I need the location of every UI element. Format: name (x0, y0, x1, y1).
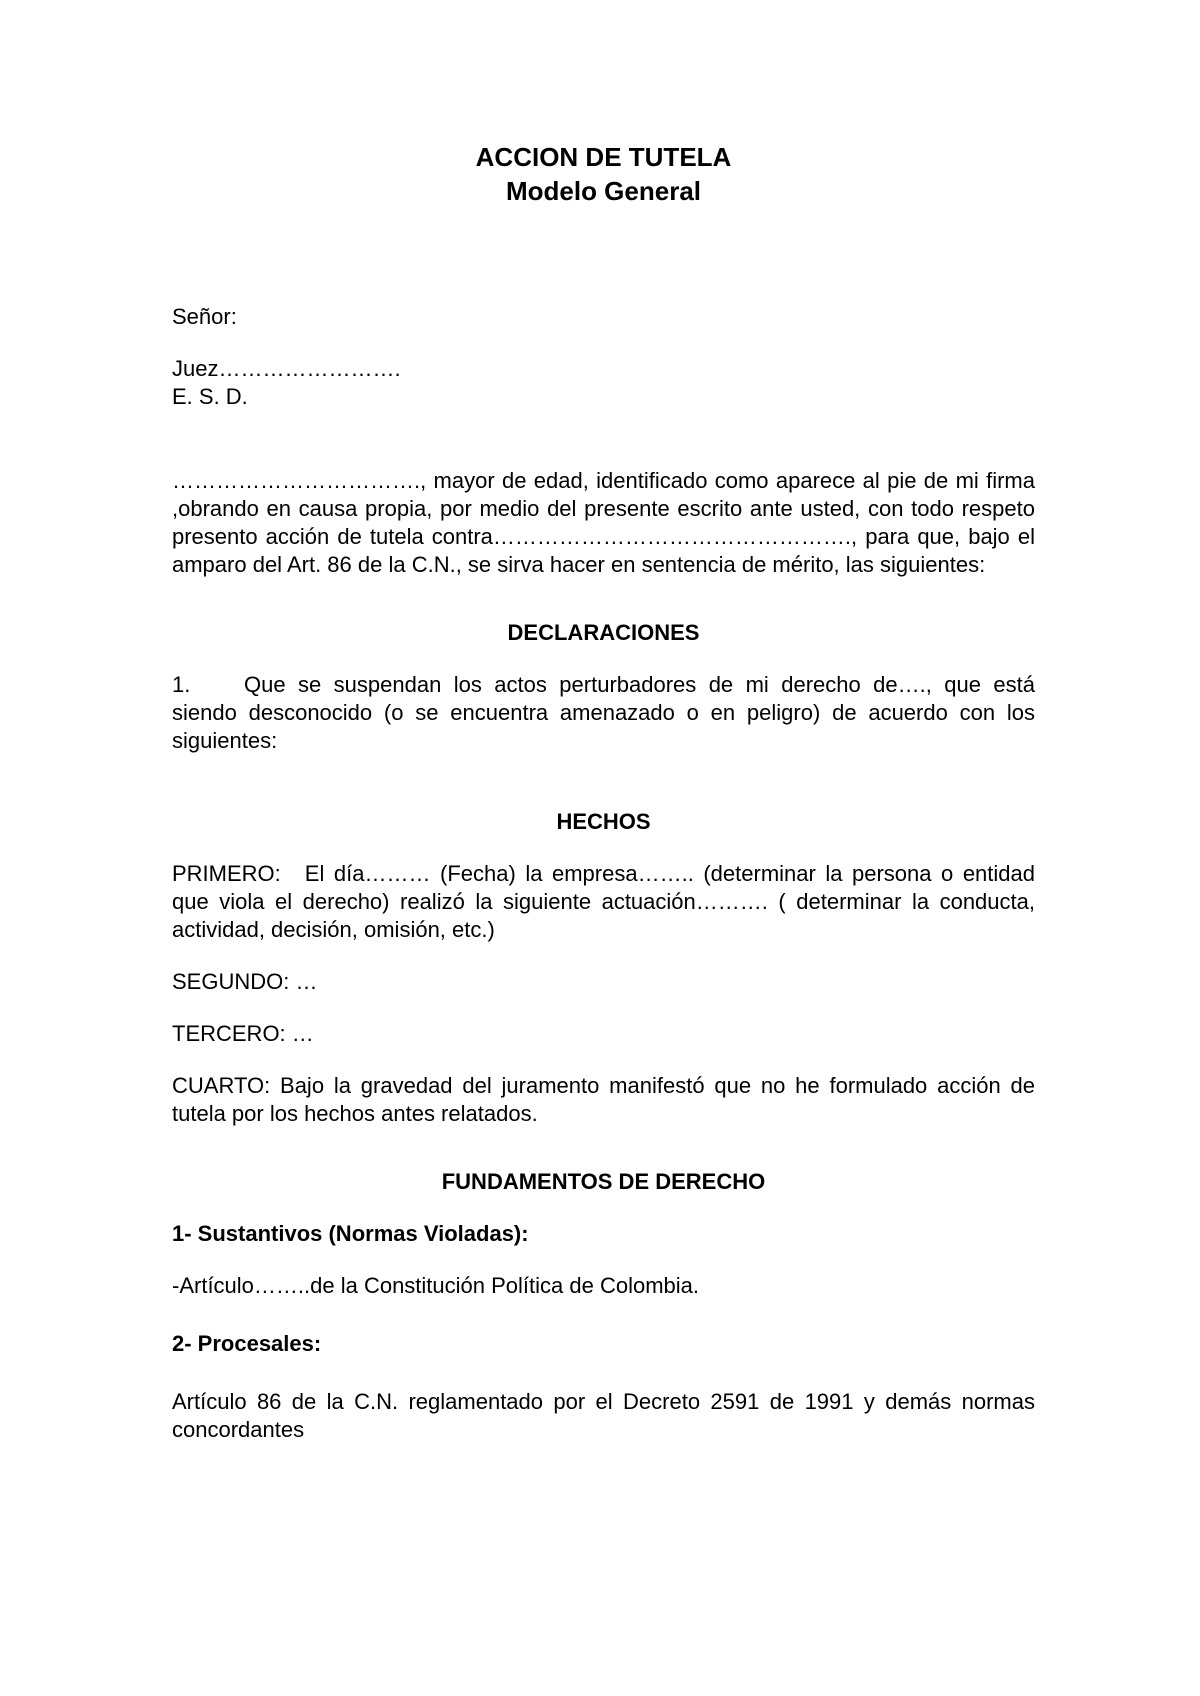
hecho-primero-label: PRIMERO: (172, 861, 281, 886)
fundamentos-heading: FUNDAMENTOS DE DERECHO (441, 1169, 766, 1194)
declaracion-item-number: 1. (172, 672, 191, 697)
esd-line: E. S. D. (172, 384, 248, 409)
hecho-primero (172, 860, 1035, 944)
procesales-heading: 2- Procesales: (172, 1331, 322, 1356)
hechos-heading: HECHOS (556, 809, 651, 834)
sustantivos-heading: 1- Sustantivos (Normas Violadas): (172, 1221, 529, 1246)
declaraciones-heading: DECLARACIONES (507, 620, 700, 645)
document-title: ACCION DE TUTELA (475, 142, 732, 172)
procesales-text: Artículo 86 de la C.N. reglamentado por el Decreto 2591 de 1991 y demás normas concordantes (172, 1389, 1035, 1442)
sustantivos-text: -Artículo……..de la Constitución Política de Colombia. (172, 1273, 700, 1298)
document-subtitle: Modelo General (505, 176, 702, 206)
salutation: Señor: (172, 304, 237, 329)
hecho-primero-text: El día……… (Fecha) la empresa…….. (determinar la persona o entidad que viola el derecho) realizó la siguiente actuación………. ( determinar la conducta, actividad, decisión, omisión, etc.) (172, 861, 1035, 942)
intro-paragraph: ……………………………., mayor de edad, identificado como aparece al pie de mi firma ,obrando en causa propia, por medio del presente escrito ante usted, con todo respeto presento acción de tutela contra…………………………………………., para que, bajo el amparo del Art. 86 de la C.N., se sirva hacer en sentencia de mérito, las siguientes: (172, 468, 1035, 577)
hecho-tercero: TERCERO: … (172, 1021, 314, 1046)
declaracion-item (172, 671, 1035, 755)
hecho-cuarto: CUARTO: Bajo la gravedad del juramento manifestó que no he formulado acción de tutela por los hechos antes relatados. (172, 1073, 1035, 1126)
declaracion-item-text: Que se suspendan los actos perturbadores de mi derecho de…., que está siendo desconocido (o se encuentra amenazado o en peligro) de acuerdo con los siguientes: (172, 672, 1035, 753)
document-body (172, 140, 1035, 1444)
hecho-segundo: SEGUNDO: … (172, 969, 318, 994)
judge-line: Juez……………………. (172, 356, 401, 381)
